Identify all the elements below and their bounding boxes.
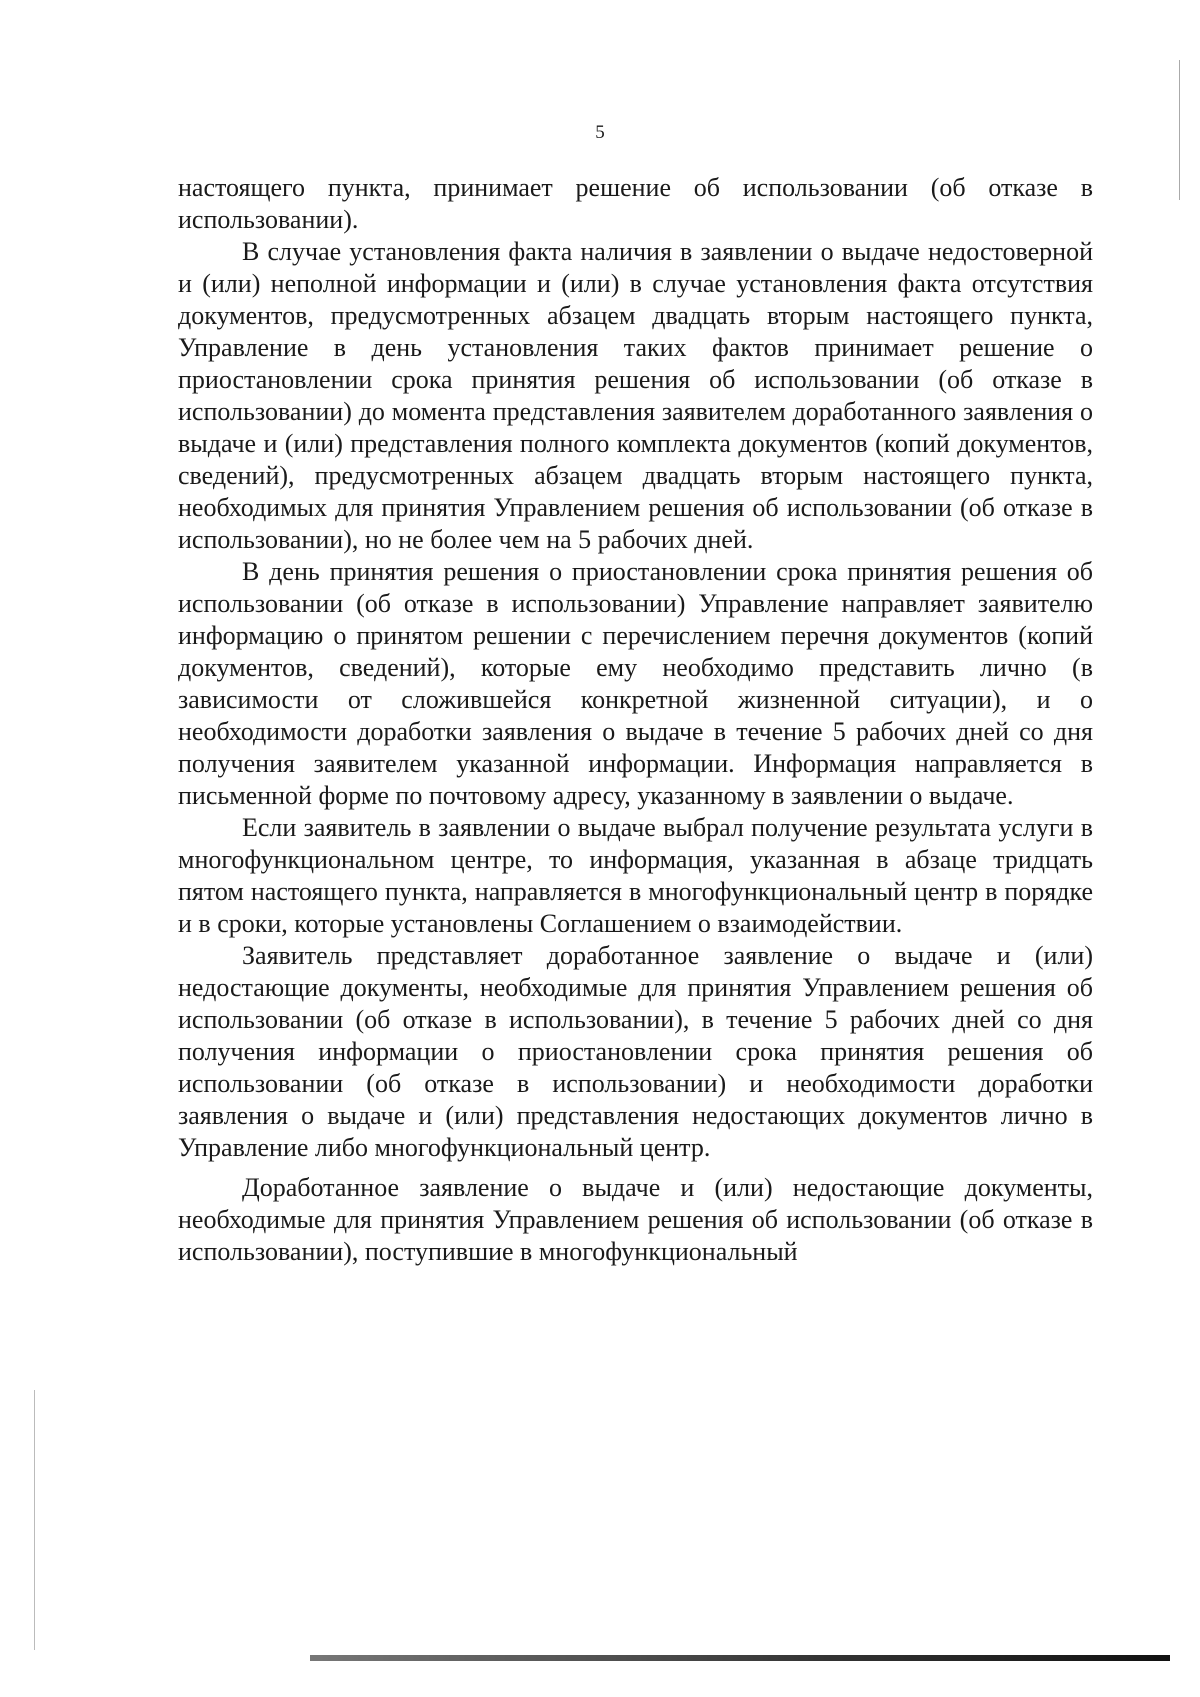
paragraph-1: настоящего пункта, принимает решение об использовании (об отказе в использовании). [178,173,1093,234]
paragraph-3: В день принятия решения о приостановлении срока принятия решения об использовании (об отказе в использовании) Управление направляет заявителю информацию о принятом решении с перечислением перечня документов (копий документов, сведений), которые ему необходимо представить лично (в зависимости от сложившейся конкретной жизненной ситуации), и о необходимости доработки заявления о выдаче в течение 5 рабочих дней со дня получения заявителем указанной информации. Информация направляется в письменной форме по почтовому адресу, указанному в заявлении о выдаче. [178,557,1093,810]
document-body [178,172,1093,1268]
scan-bottom-rule [310,1655,1170,1661]
paragraph-2: В случае установления факта наличия в заявлении о выдаче недостоверной и (или) неполной информации и (или) в случае установления факта отсутствия документов, предусмотренных абзацем двадцать вторым настоящего пункта, Управление в день установления таких фактов принимает решение о приостановлении срока принятия решения об использовании (об отказе в использовании) до момента представления заявителем доработанного заявления о выдаче и (или) представления полного комплекта документов (копий документов, сведений), предусмотренных абзацем двадцать вторым настоящего пункта, необходимых для принятия Управлением решения об использовании (об отказе в использовании), но не более чем на 5 рабочих дней. [178,237,1093,554]
paragraph-6: Доработанное заявление о выдаче и (или) недостающие документы, необходимые для принятия Управлением решения об использовании (об отказе в использовании), поступившие в многофункциональный [178,1173,1093,1266]
paragraph-5: Заявитель представляет доработанное заявление о выдаче и (или) недостающие документы, необходимые для принятия Управлением решения об использовании (об отказе в использовании), в течение 5 рабочих дней со дня получения информации о приостановлении срока принятия решения об использовании (об отказе в использовании) и необходимости доработки заявления о выдаче и (или) представления недостающих документов лично в Управление либо многофункциональный центр. [178,941,1093,1162]
page-number: 5 [595,122,605,143]
paragraph-4: Если заявитель в заявлении о выдаче выбрал получение результата услуги в многофункциональном центре, то информация, указанная в абзаце тридцать пятом настоящего пункта, направляется в многофункциональный центр в порядке и в сроки, которые установлены Соглашением о взаимодействии. [178,813,1093,938]
scan-edge-left [34,1390,35,1650]
